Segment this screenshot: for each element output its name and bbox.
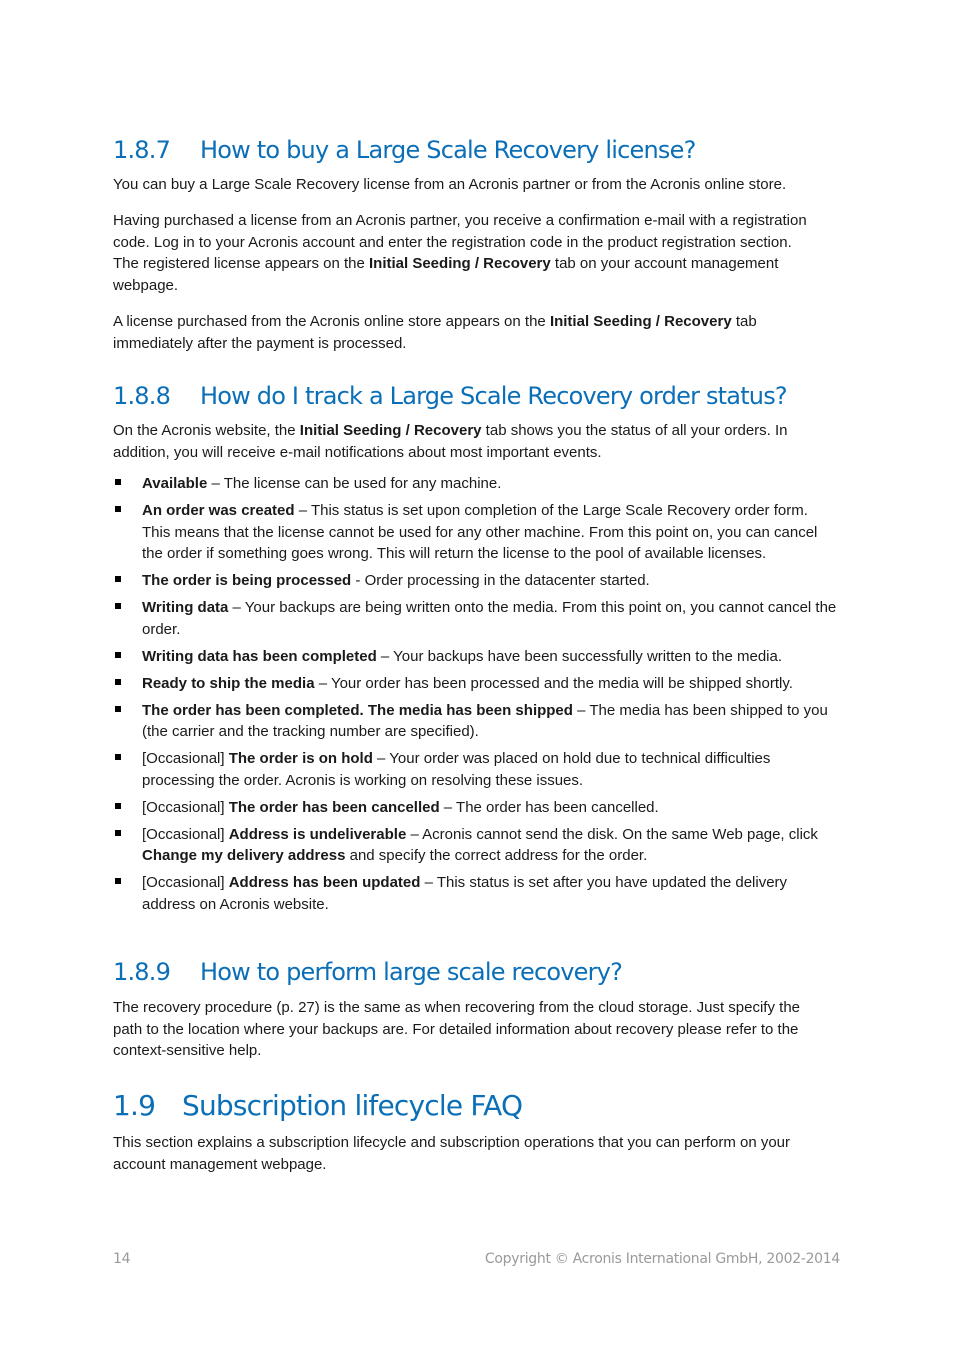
section-title: How to buy a Large Scale Recovery license? <box>200 136 696 164</box>
status-list-item <box>113 597 839 640</box>
heading-1-8-9 <box>113 957 622 987</box>
status-description: – Your order was placed on hold due to technical difficulties processing the order. Acronis is working on resolving these issues. <box>142 750 771 789</box>
paragraph: You can buy a Large Scale Recovery license from an Acronis partner or from the Acronis online store. <box>113 176 787 193</box>
status-name: Address is undeliverable <box>228 825 407 843</box>
status-list-item <box>113 673 839 695</box>
status-list-item <box>113 872 839 915</box>
status-list-item <box>113 748 839 791</box>
paragraph: The recovery procedure (p. 27) is the same as when recovering from the cloud storage. Just specify the path to the location where your backups are. For detailed information about recovery please refer to the context-sensitive help. <box>113 999 800 1060</box>
status-list-item <box>113 570 839 592</box>
bullet-icon <box>115 878 121 884</box>
status-description: – Your backups are being written onto the media. From this point on, you cannot cancel the order. <box>142 599 837 638</box>
paragraph: Having purchased a license from an Acronis partner, you receive a confirmation e-mail with a registration code. Log in to your Acronis account and enter the registration code in the product registration section. The registered license appears on the Initial Seeding / Recovery tab on your account management webpage. <box>113 212 807 294</box>
page-number: 14 <box>113 1251 131 1267</box>
paragraph: A license purchased from the Acronis online store appears on the Initial Seeding / Recovery tab immediately after the payment is processed. <box>113 313 757 352</box>
bullet-icon <box>115 652 121 658</box>
status-description: – The license can be used for any machine. <box>207 475 502 492</box>
bullet-icon <box>115 603 121 609</box>
status-name: The order is on hold <box>228 750 373 768</box>
status-name: The order has been cancelled <box>228 798 440 816</box>
status-list-item <box>113 700 839 743</box>
tab-name: Initial Seeding / Recovery <box>299 422 482 439</box>
status-description: – Your backups have been successfully written to the media. <box>376 647 783 665</box>
status-description: and specify the correct address for the order. <box>345 847 648 865</box>
link-name: Change my delivery address <box>142 847 346 865</box>
status-qualifier: [Occasional] <box>142 825 229 843</box>
bullet-icon <box>115 830 121 836</box>
status-qualifier: [Occasional] <box>142 798 229 816</box>
paragraph: On the Acronis website, the Initial Seeding / Recovery tab shows you the status of all your orders. In addition, you will receive e-mail notifications about most important events. <box>113 422 788 461</box>
status-qualifier: [Occasional] <box>142 750 229 768</box>
status-description: – The order has been cancelled. <box>439 798 659 816</box>
heading-1-8-7 <box>113 135 696 165</box>
status-name: The order has been completed. The media has been shipped <box>142 701 573 719</box>
status-list <box>113 473 839 921</box>
bullet-icon <box>115 803 121 809</box>
bullet-icon <box>115 679 121 685</box>
status-name: Writing data <box>142 599 229 617</box>
status-description: – Acronis cannot send the disk. On the same Web page, click <box>406 825 818 843</box>
status-list-item <box>113 797 839 819</box>
status-description: – This status is set upon completion of the Large Scale Recovery order form. This means that the license cannot be used for any other machine. From this point on, you can cancel the order if something goes wrong. This will return the license to the pool of available licenses. <box>142 501 818 563</box>
status-list-item <box>113 824 839 867</box>
section-number: 1.8.9 <box>113 958 171 986</box>
status-name: An order was created <box>142 501 295 519</box>
status-list-item <box>113 646 839 668</box>
status-qualifier: [Occasional] <box>142 874 229 892</box>
status-description: – The media has been shipped to you (the carrier and the tracking number are specified). <box>142 701 828 741</box>
bullet-icon <box>115 506 121 512</box>
paragraph: This section explains a subscription lifecycle and subscription operations that you can perform on your account management webpage. <box>113 1134 791 1173</box>
section-title: How to perform large scale recovery? <box>200 958 623 986</box>
status-name: Ready to ship the media <box>142 674 315 692</box>
status-description: – This status is set after you have updated the delivery address on Acronis website. <box>142 874 788 913</box>
status-description: – Your order has been processed and the media will be shipped shortly. <box>314 674 793 692</box>
copyright: Copyright © Acronis International GmbH, 2002-2014 <box>484 1251 840 1267</box>
status-name: Writing data has been completed <box>142 647 377 665</box>
bullet-icon <box>115 706 121 712</box>
status-name: Available <box>142 475 208 492</box>
tab-name: Initial Seeding / Recovery <box>369 255 551 273</box>
status-name: Address has been updated <box>228 874 421 892</box>
status-list-item <box>113 473 839 495</box>
status-description: - Order processing in the datacenter started. <box>351 572 650 590</box>
section-number: 1.8.7 <box>113 136 171 164</box>
status-name: The order is being processed <box>142 572 352 590</box>
section-number: 1.9 <box>113 1089 156 1122</box>
heading-1-8-8 <box>113 381 787 411</box>
section-number: 1.8.8 <box>113 382 171 410</box>
bullet-icon <box>115 754 121 760</box>
heading-1-9 <box>113 1089 522 1123</box>
section-title: Subscription lifecycle FAQ <box>182 1089 523 1122</box>
tab-name: Initial Seeding / Recovery <box>549 313 732 330</box>
page-footer <box>113 1251 840 1267</box>
bullet-icon <box>115 576 121 582</box>
bullet-icon <box>115 479 121 485</box>
section-title: How do I track a Large Scale Recovery order status? <box>200 382 787 410</box>
status-list-item <box>113 500 839 565</box>
